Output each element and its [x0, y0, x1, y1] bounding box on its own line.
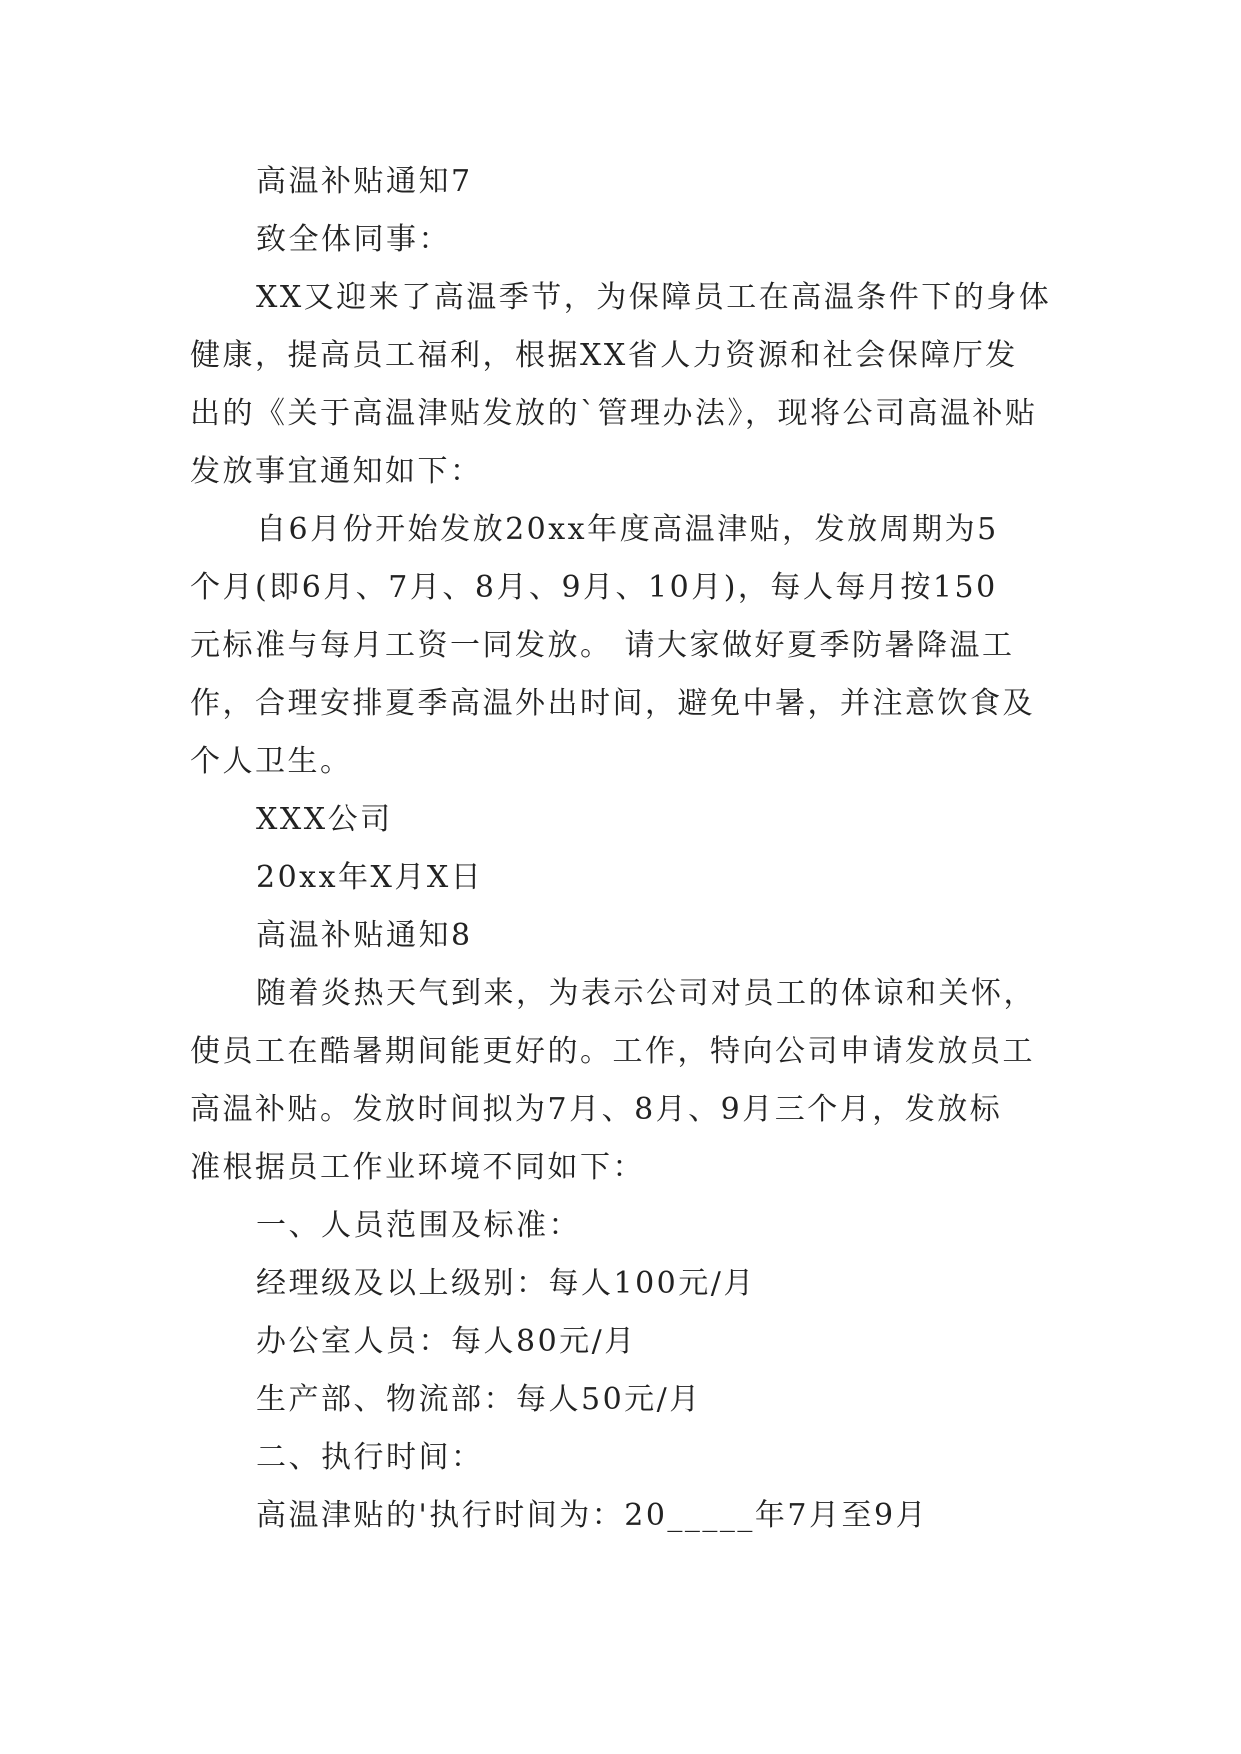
paragraph-line: 个月(即6月、7月、8月、9月、10月)，每人每月按150: [190, 570, 998, 605]
paragraph-line: 作，合理安排夏季高温外出时间，避免中暑，并注意饮食及: [190, 686, 1035, 721]
standard-item: 经理级及以上级别：每人100元/月: [256, 1266, 756, 1301]
section-heading: 二、执行时间：: [256, 1440, 484, 1475]
paragraph-line: 使员工在酷暑期间能更好的。工作，特向公司申请发放员工: [190, 1034, 1035, 1069]
standard-item: 生产部、物流部：每人50元/月: [256, 1382, 702, 1417]
paragraph-line: 发放事宜通知如下：: [190, 454, 483, 489]
document-body: [190, 153, 1065, 1545]
paragraph-line: 个人卫生。: [190, 744, 353, 779]
paragraph-line: 自6月份开始发放20xx年度高温津贴，发放周期为5: [256, 512, 999, 547]
signature-date: 20xx年X月X日: [256, 860, 484, 895]
notice-7-title: 高温补贴通知7: [256, 164, 473, 199]
paragraph-line: 高温津贴的'执行时间为：20_____年7月至9月: [256, 1498, 929, 1533]
signature-company: XXX公司: [256, 802, 393, 837]
paragraph-line: 出的《关于高温津贴发放的`管理办法》，现将公司高温补贴: [190, 396, 1038, 431]
paragraph-line: 随着炎热天气到来，为表示公司对员工的体谅和关怀，: [256, 976, 1036, 1011]
paragraph-line: 元标准与每月工资一同发放。 请大家做好夏季防暑降温工: [190, 628, 1015, 663]
paragraph-line: 高温补贴。发放时间拟为7月、8月、9月三个月，发放标: [190, 1092, 1003, 1127]
paragraph-line: XX又迎来了高温季节，为保障员工在高温条件下的身体: [256, 280, 1052, 315]
notice-8-title: 高温补贴通知8: [256, 918, 473, 953]
paragraph-line: 健康，提高员工福利，根据XX省人力资源和社会保障厅发: [190, 338, 1018, 373]
standard-item: 办公室人员：每人80元/月: [256, 1324, 637, 1359]
section-heading: 一、人员范围及标准：: [256, 1208, 581, 1243]
paragraph-line: 准根据员工作业环境不同如下：: [190, 1150, 645, 1185]
salutation: 致全体同事：: [256, 222, 451, 257]
